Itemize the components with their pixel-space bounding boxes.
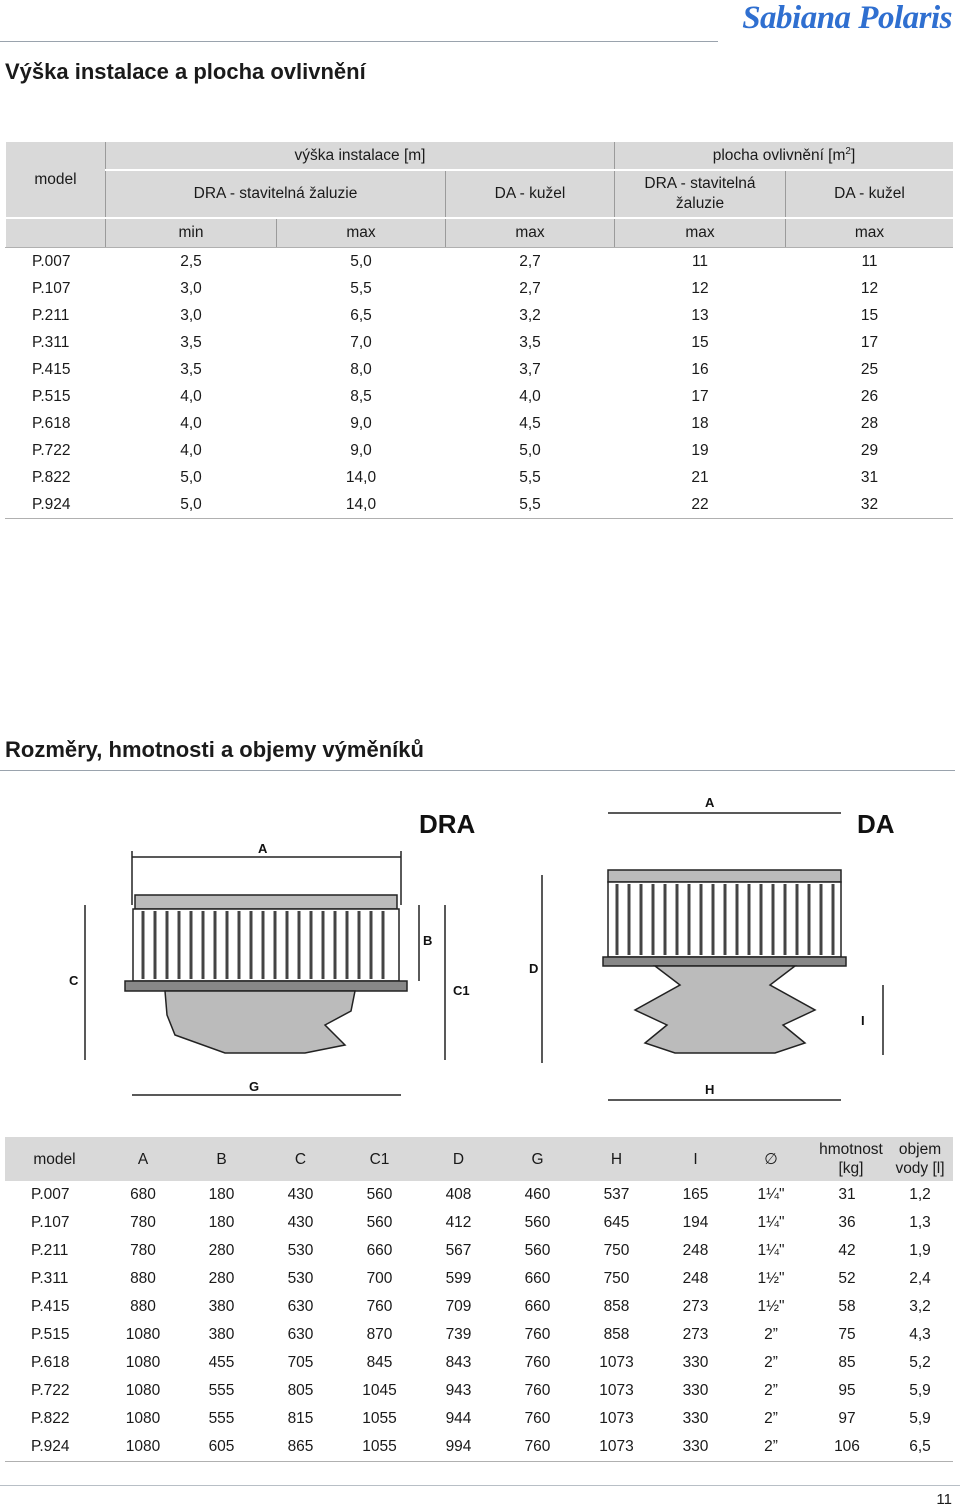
table-row: P.107 780 180 430 560 412 560 645 194 1¼" 36 1,3 xyxy=(31,1214,931,1231)
col-d: D xyxy=(419,1137,498,1181)
table-row: P.211 780 280 530 660 567 560 750 248 1¼" 42 1,9 xyxy=(31,1242,931,1259)
table-row: P.415 3,5 8,0 3,7 16 25 xyxy=(6,356,954,383)
table-row: P.311 880 280 530 700 599 660 750 248 1½" 52 2,4 xyxy=(31,1270,931,1287)
table-row: P.722 1080 555 805 1045 943 760 1073 330 2” 95 5,9 xyxy=(31,1382,931,1399)
sub-max: max xyxy=(615,218,786,248)
col-diameter: ∅ xyxy=(735,1137,807,1181)
footer-rule xyxy=(0,1485,960,1486)
installation-height-table xyxy=(5,140,953,519)
col-a: A xyxy=(104,1137,182,1181)
col-dra-area: DRA - stavitelná žaluzie xyxy=(615,170,786,218)
brand-logo: Sabiana Polaris xyxy=(742,0,952,36)
svg-text:H: H xyxy=(705,1082,715,1097)
svg-text:B: B xyxy=(423,933,433,948)
table-row: P.107 3,0 5,5 2,7 12 12 xyxy=(6,275,954,302)
col-water-volume: objem vody [l] xyxy=(887,1137,953,1181)
sub-max: max xyxy=(786,218,954,248)
svg-text:C1: C1 xyxy=(453,983,470,998)
header-rule xyxy=(0,41,718,42)
col-da: DA - kužel xyxy=(446,170,615,218)
col-group-area: plocha ovlivnění $[m^2]$ xyxy=(615,141,954,170)
label-dra: DRA xyxy=(419,809,476,839)
svg-text:D: D xyxy=(529,961,539,976)
col-g: G xyxy=(498,1137,577,1181)
table-header-row xyxy=(5,1137,953,1181)
svg-text:A: A xyxy=(258,841,268,856)
svg-text:G: G xyxy=(249,1079,260,1094)
table-header-row xyxy=(6,170,954,218)
label-da: DA xyxy=(857,809,895,839)
sub-min: min xyxy=(106,218,277,248)
col-dra: DRA - stavitelná žaluzie xyxy=(106,170,446,218)
table-subheader-row xyxy=(6,218,954,248)
table-row: P.924 5,0 14,0 5,5 22 32 xyxy=(6,491,954,519)
col-i: I xyxy=(656,1137,735,1181)
table-header-row xyxy=(6,141,954,170)
dimensions-table xyxy=(5,1137,953,1462)
table-row: P.822 1080 555 815 1055 944 760 1073 330 2” 97 5,9 xyxy=(31,1410,931,1427)
col-b: B xyxy=(182,1137,261,1181)
table-row: P.618 1080 455 705 845 843 760 1073 330 2” 85 5,2 xyxy=(31,1354,931,1371)
col-weight: hmotnost [kg] xyxy=(807,1137,887,1181)
table-row: P.007 680 180 430 560 408 460 537 165 1¼" 31 1,2 xyxy=(31,1186,931,1203)
section-title-installation: Výška instalace a plocha ovlivnění xyxy=(5,59,366,84)
col-model: model xyxy=(6,141,106,218)
table-row: P.722 4,0 9,0 5,0 19 29 xyxy=(6,437,954,464)
unit-technical-drawing xyxy=(55,785,905,1115)
table-row: P.515 1080 380 630 870 739 760 858 273 2” 75 4,3 xyxy=(31,1326,931,1343)
table-row: P.311 3,5 7,0 3,5 15 17 xyxy=(6,329,954,356)
table-row: P.515 4,0 8,5 4,0 17 26 xyxy=(6,383,954,410)
svg-text:C: C xyxy=(69,973,79,988)
col-da-area: DA - kužel xyxy=(786,170,954,218)
table-row: P.007 2,5 5,0 2,7 11 11 xyxy=(6,248,954,276)
table-row: P.618 4,0 9,0 4,5 18 28 xyxy=(6,410,954,437)
col-c: C xyxy=(261,1137,340,1181)
sub-max: max xyxy=(277,218,446,248)
col-h: H xyxy=(577,1137,656,1181)
section-rule xyxy=(0,770,955,771)
svg-text:A: A xyxy=(705,795,715,810)
table-row: P.924 1080 605 865 1055 994 760 1073 330 2” 106 6,5 xyxy=(5,1433,953,1462)
col-model: model xyxy=(5,1137,104,1181)
section-title-dimensions: Rozměry, hmotnosti a objemy výměníků xyxy=(5,737,424,762)
table-row: P.211 3,0 6,5 3,2 13 15 xyxy=(6,302,954,329)
page-number: 11 xyxy=(936,1491,952,1508)
table-row: P.822 5,0 14,0 5,5 21 31 xyxy=(6,464,954,491)
col-group-height: výška instalace [m] xyxy=(106,141,615,170)
col-c1: C1 xyxy=(340,1137,419,1181)
sub-max: max xyxy=(446,218,615,248)
table-row: P.415 880 380 630 760 709 660 858 273 1½" 58 3,2 xyxy=(31,1298,931,1315)
svg-text:I: I xyxy=(861,1013,865,1028)
